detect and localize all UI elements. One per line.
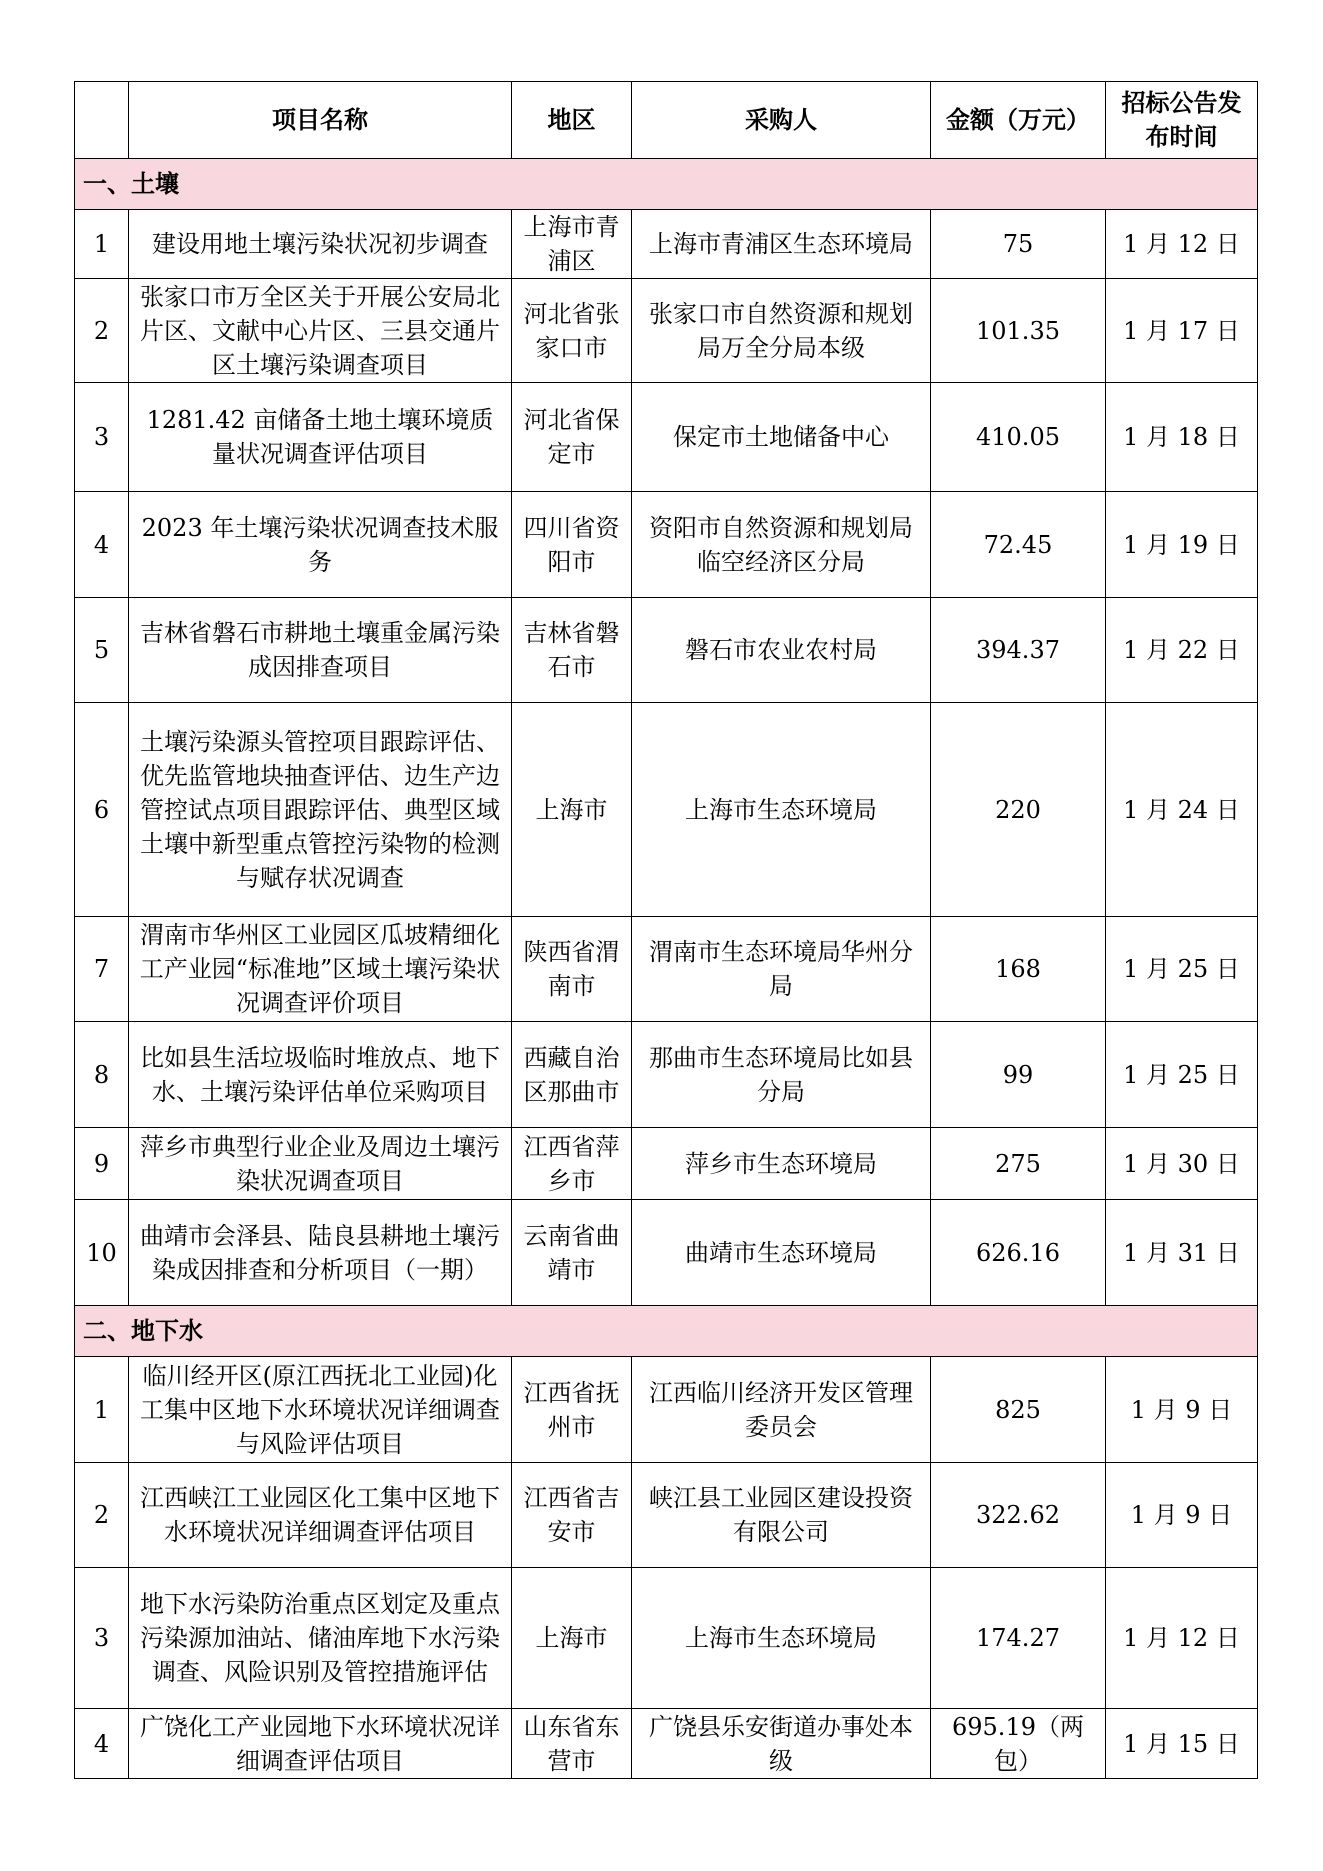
table-row: [75, 703, 1258, 917]
header-no: [75, 82, 129, 159]
row-no: 8: [75, 1022, 129, 1128]
row-name: 萍乡市典型行业企业及周边土壤污染状况调查项目: [129, 1128, 512, 1200]
table-row: [75, 1709, 1258, 1779]
row-region: 河北省保定市: [512, 383, 632, 492]
row-region: 上海市: [512, 1568, 632, 1709]
row-buyer: 峡江县工业园区建设投资有限公司: [632, 1463, 931, 1568]
row-amount: 695.19（两包）: [931, 1709, 1106, 1779]
header-row: [75, 82, 1258, 159]
row-name: 江西峡江工业园区化工集中区地下水环境状况详细调查评估项目: [129, 1463, 512, 1568]
table-row: [75, 279, 1258, 383]
row-amount: 99: [931, 1022, 1106, 1128]
table-row: [75, 1128, 1258, 1200]
row-date: 1 月 17 日: [1106, 279, 1258, 383]
row-region: 吉林省磐石市: [512, 598, 632, 703]
row-date: 1 月 9 日: [1106, 1357, 1258, 1463]
row-date: 1 月 30 日: [1106, 1128, 1258, 1200]
row-amount: 394.37: [931, 598, 1106, 703]
section-row-soil: [75, 159, 1258, 210]
row-region: 江西省萍乡市: [512, 1128, 632, 1200]
header-name: 项目名称: [129, 82, 512, 159]
table-row: [75, 598, 1258, 703]
row-no: 6: [75, 703, 129, 917]
row-name: 吉林省磐石市耕地土壤重金属污染成因排查项目: [129, 598, 512, 703]
row-name: 临川经开区(原江西抚北工业园)化工集中区地下水环境状况详细调查与风险评估项目: [129, 1357, 512, 1463]
row-no: 2: [75, 1463, 129, 1568]
row-name: 比如县生活垃圾临时堆放点、地下水、土壤污染评估单位采购项目: [129, 1022, 512, 1128]
header-buyer: 采购人: [632, 82, 931, 159]
row-name: 张家口市万全区关于开展公安局北片区、文献中心片区、三县交通片区土壤污染调查项目: [129, 279, 512, 383]
row-buyer: 曲靖市生态环境局: [632, 1200, 931, 1306]
row-buyer: 张家口市自然资源和规划局万全分局本级: [632, 279, 931, 383]
row-buyer: 萍乡市生态环境局: [632, 1128, 931, 1200]
row-buyer: 上海市生态环境局: [632, 1568, 931, 1709]
row-date: 1 月 15 日: [1106, 1709, 1258, 1779]
row-region: 河北省张家口市: [512, 279, 632, 383]
row-no: 1: [75, 1357, 129, 1463]
section-title: 二、地下水: [75, 1306, 1258, 1357]
header-region: 地区: [512, 82, 632, 159]
table-row: [75, 492, 1258, 598]
row-name: 渭南市华州区工业园区瓜坡精细化工产业园“标准地”区域土壤污染状况调查评价项目: [129, 917, 512, 1022]
row-buyer: 上海市青浦区生态环境局: [632, 210, 931, 279]
row-name: 1281.42 亩储备土地土壤环境质量状况调查评估项目: [129, 383, 512, 492]
row-date: 1 月 12 日: [1106, 210, 1258, 279]
row-amount: 275: [931, 1128, 1106, 1200]
row-amount: 75: [931, 210, 1106, 279]
row-name: 曲靖市会泽县、陆良县耕地土壤污染成因排查和分析项目（一期）: [129, 1200, 512, 1306]
row-no: 5: [75, 598, 129, 703]
row-region: 上海市青浦区: [512, 210, 632, 279]
row-date: 1 月 31 日: [1106, 1200, 1258, 1306]
row-no: 10: [75, 1200, 129, 1306]
table-row: [75, 1022, 1258, 1128]
row-no: 3: [75, 1568, 129, 1709]
row-date: 1 月 19 日: [1106, 492, 1258, 598]
row-amount: 322.62: [931, 1463, 1106, 1568]
section-row-groundwater: [75, 1306, 1258, 1357]
table-row: [75, 917, 1258, 1022]
row-name: 地下水污染防治重点区划定及重点污染源加油站、储油库地下水污染调查、风险识别及管控措施评估: [129, 1568, 512, 1709]
row-amount: 410.05: [931, 383, 1106, 492]
row-region: 江西省吉安市: [512, 1463, 632, 1568]
row-no: 4: [75, 492, 129, 598]
row-amount: 72.45: [931, 492, 1106, 598]
row-amount: 168: [931, 917, 1106, 1022]
row-name: 建设用地土壤污染状况初步调查: [129, 210, 512, 279]
section-title: 一、土壤: [75, 159, 1258, 210]
row-amount: 174.27: [931, 1568, 1106, 1709]
row-region: 四川省资阳市: [512, 492, 632, 598]
row-region: 西藏自治区那曲市: [512, 1022, 632, 1128]
row-date: 1 月 25 日: [1106, 917, 1258, 1022]
row-buyer: 那曲市生态环境局比如县分局: [632, 1022, 931, 1128]
row-buyer: 江西临川经济开发区管理委员会: [632, 1357, 931, 1463]
table-row: [75, 1568, 1258, 1709]
row-name: 土壤污染源头管控项目跟踪评估、优先监管地块抽查评估、边生产边管控试点项目跟踪评估、典型区域土壤中新型重点管控污染物的检测与赋存状况调查: [129, 703, 512, 917]
table-row: [75, 1463, 1258, 1568]
table-row: [75, 383, 1258, 492]
row-no: 7: [75, 917, 129, 1022]
row-amount: 101.35: [931, 279, 1106, 383]
row-buyer: 上海市生态环境局: [632, 703, 931, 917]
row-buyer: 广饶县乐安街道办事处本级: [632, 1709, 931, 1779]
header-amount: 金额（万元）: [931, 82, 1106, 159]
row-amount: 626.16: [931, 1200, 1106, 1306]
row-no: 4: [75, 1709, 129, 1779]
row-date: 1 月 22 日: [1106, 598, 1258, 703]
row-region: 上海市: [512, 703, 632, 917]
row-date: 1 月 18 日: [1106, 383, 1258, 492]
table-row: [75, 1357, 1258, 1463]
row-no: 9: [75, 1128, 129, 1200]
header-date: 招标公告发布时间: [1106, 82, 1258, 159]
row-no: 3: [75, 383, 129, 492]
row-region: 山东省东营市: [512, 1709, 632, 1779]
row-amount: 220: [931, 703, 1106, 917]
row-date: 1 月 25 日: [1106, 1022, 1258, 1128]
row-no: 1: [75, 210, 129, 279]
row-date: 1 月 9 日: [1106, 1463, 1258, 1568]
table-row: [75, 1200, 1258, 1306]
row-buyer: 资阳市自然资源和规划局临空经济区分局: [632, 492, 931, 598]
row-buyer: 渭南市生态环境局华州分局: [632, 917, 931, 1022]
table-row: [75, 210, 1258, 279]
row-region: 云南省曲靖市: [512, 1200, 632, 1306]
row-region: 江西省抚州市: [512, 1357, 632, 1463]
procurement-table: [74, 81, 1258, 1779]
row-no: 2: [75, 279, 129, 383]
row-name: 广饶化工产业园地下水环境状况详细调查评估项目: [129, 1709, 512, 1779]
row-buyer: 磐石市农业农村局: [632, 598, 931, 703]
row-buyer: 保定市土地储备中心: [632, 383, 931, 492]
row-name: 2023 年土壤污染状况调查技术服务: [129, 492, 512, 598]
row-date: 1 月 24 日: [1106, 703, 1258, 917]
row-amount: 825: [931, 1357, 1106, 1463]
row-region: 陕西省渭南市: [512, 917, 632, 1022]
row-date: 1 月 12 日: [1106, 1568, 1258, 1709]
